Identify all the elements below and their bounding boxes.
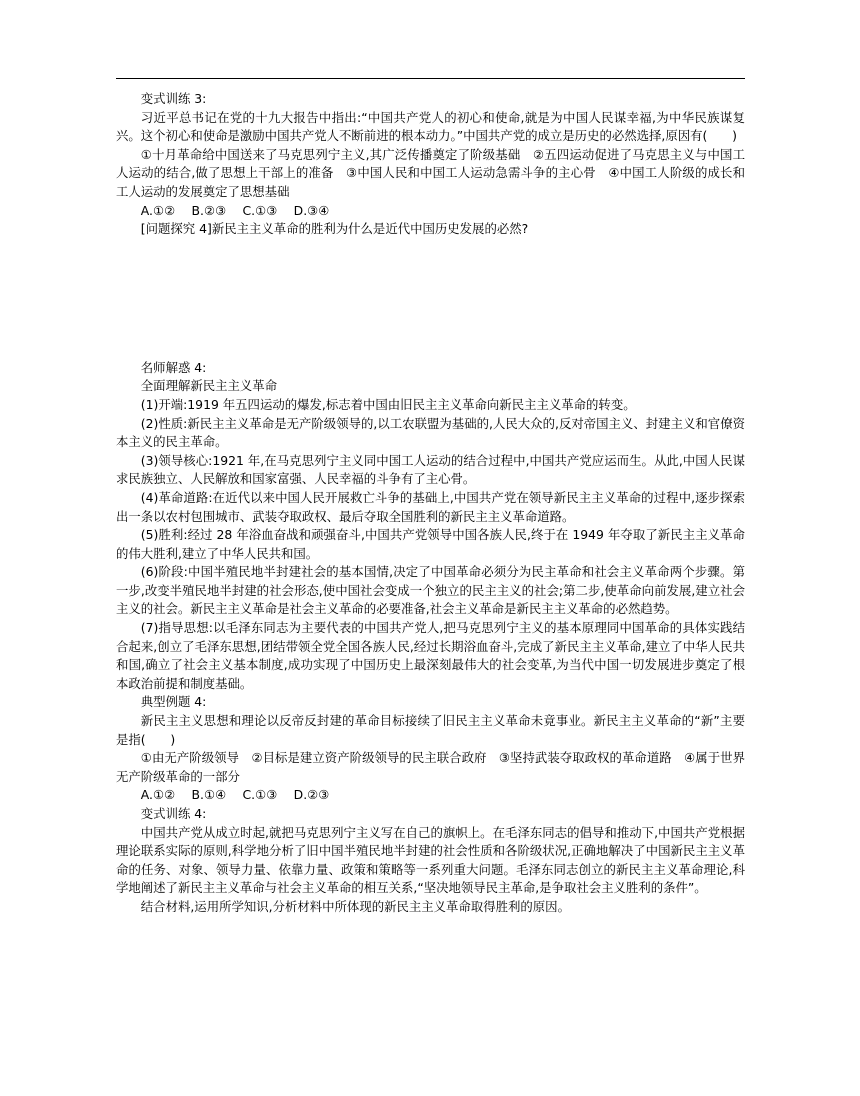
answer-space [116, 239, 745, 359]
section-heading: 变式训练 4: [140, 806, 207, 821]
section-heading: 名师解惑 4: [140, 359, 207, 375]
question-text: 新民主主义思想和理论以反帝反封建的革命目标接续了旧民主主义革命未竟事业。新民主主义革命的“新”主要是指( ) [116, 713, 745, 747]
explanation-point: (2)性质:新民主主义革命是无产阶级领导的,以工农联盟为基础的,人民大众的,反对帝国主义、封建主义和官僚资本主义的民主革命。 [116, 415, 745, 450]
task-text: 结合材料,运用所学知识,分析材料中所体现的新民主主义革命取得胜利的原因。 [140, 898, 570, 914]
statements-text: ①由无产阶级领导 ②目标是建立资产阶级领导的民主联合政府 ③坚持武装夺取政权的革命道路 ④属于世界无产阶级革命的一部分 [116, 750, 745, 784]
answer-options: A.①② B.②③ C.①③ D.③④ [140, 202, 330, 218]
explanation-point: (5)胜利:经过 28 年浴血奋战和顽强奋斗,中国共产党领导中国各族人民,终于在 1949 年夺取了新民主主义革命的伟大胜利,建立了中华人民共和国。 [116, 527, 745, 561]
document-body [116, 90, 745, 917]
inquiry-question: [问题探究 4]新民主主义革命的胜利为什么是近代中国历史发展的必然? [140, 221, 529, 237]
explanation-point: (1)开端:1919 年五四运动的爆发,标志着中国由旧民主主义革命向新民主主义革命的转变。 [140, 396, 636, 412]
answer-options: A.①② B.①④ C.①③ D.②③ [140, 787, 330, 803]
question-text: 习近平总书记在党的十九大报告中指出:“中国共产党人的初心和使命,就是为中国人民谋幸福,为中华民族谋复兴。这个初心和使命是激励中国共产党人不断前进的根本动力。”中国共产党的成立是历史的必然选择,原因有( ) [116, 109, 745, 144]
statements-text: ①十月革命给中国送来了马克思列宁主义,其广泛传播奠定了阶级基础 ②五四运动促进了马克思主义与中国工人运动的结合,做了思想上干部上的准备 ③中国人民和中国工人运动急需斗争的主心骨 ④中国工人阶级的成长和工人运动的发展奠定了思想基础 [116, 146, 745, 199]
explanation-point: (4)革命道路:在近代以来中国人民开展救亡斗争的基础上,中国共产党在领导新民主主义革命的过程中,逐步探索出一条以农村包围城市、武装夺取政权、最后夺取全国胜利的新民主主义革命道路。 [116, 489, 745, 524]
explanation-point: (7)指导思想:以毛泽东同志为主要代表的中国共产党人,把马克思列宁主义的基本原理同中国革命的具体实践结合起来,创立了毛泽东思想,团结带领全党全国各族人民,经过长期浴血奋斗,完成了新民主主义革命,建立了中华人民共和国,确立了社会主义基本制度,成功实现了中国历史上最深刻最伟大的社会变革,为当代中国一切发展进步奠定了根本政治前提和制度基础。 [116, 620, 745, 691]
header-rule [116, 78, 745, 79]
material-text: 中国共产党从成立时起,就把马克思列宁主义写在自己的旗帜上。在毛泽东同志的倡导和推动下,中国共产党根据理论联系实际的原则,科学地分析了旧中国半殖民地半封建的社会性质和各阶级状况,正确地解决了中国新民主主义革命的任务、对象、领导力量、依靠力量、政策和策略等一系列重大问题。毛泽东同志创立的新民主主义革命理论,科学地阐述了新民主主义革命与社会主义革命的相互关系,“坚决地领导民主革命,是争取社会主义胜利的条件”。 [116, 824, 745, 896]
explanation-point: (6)阶段:中国半殖民地半封建社会的基本国情,决定了中国革命必须分为民主革命和社会主义革命两个步骤。第一步,改变半殖民地半封建的社会形态,使中国社会变成一个独立的民主主义的社会;第二步,使革命向前发展,建立社会主义的社会。新民主主义革命是社会主义革命的必要准备,社会主义革命是新民主主义革命的必然趋势。 [116, 564, 745, 617]
section-heading: 典型例题 4: [140, 694, 207, 710]
explanation-point: (3)领导核心:1921 年,在马克思列宁主义同中国工人运动的结合过程中,中国共产党应运而生。从此,中国人民谋求民族独立、人民解放和国家富强、人民幸福的斗争有了主心骨。 [116, 452, 745, 487]
section-heading: 变式训练 3: [140, 91, 207, 106]
section-subheading: 全面理解新民主主义革命 [140, 378, 278, 394]
